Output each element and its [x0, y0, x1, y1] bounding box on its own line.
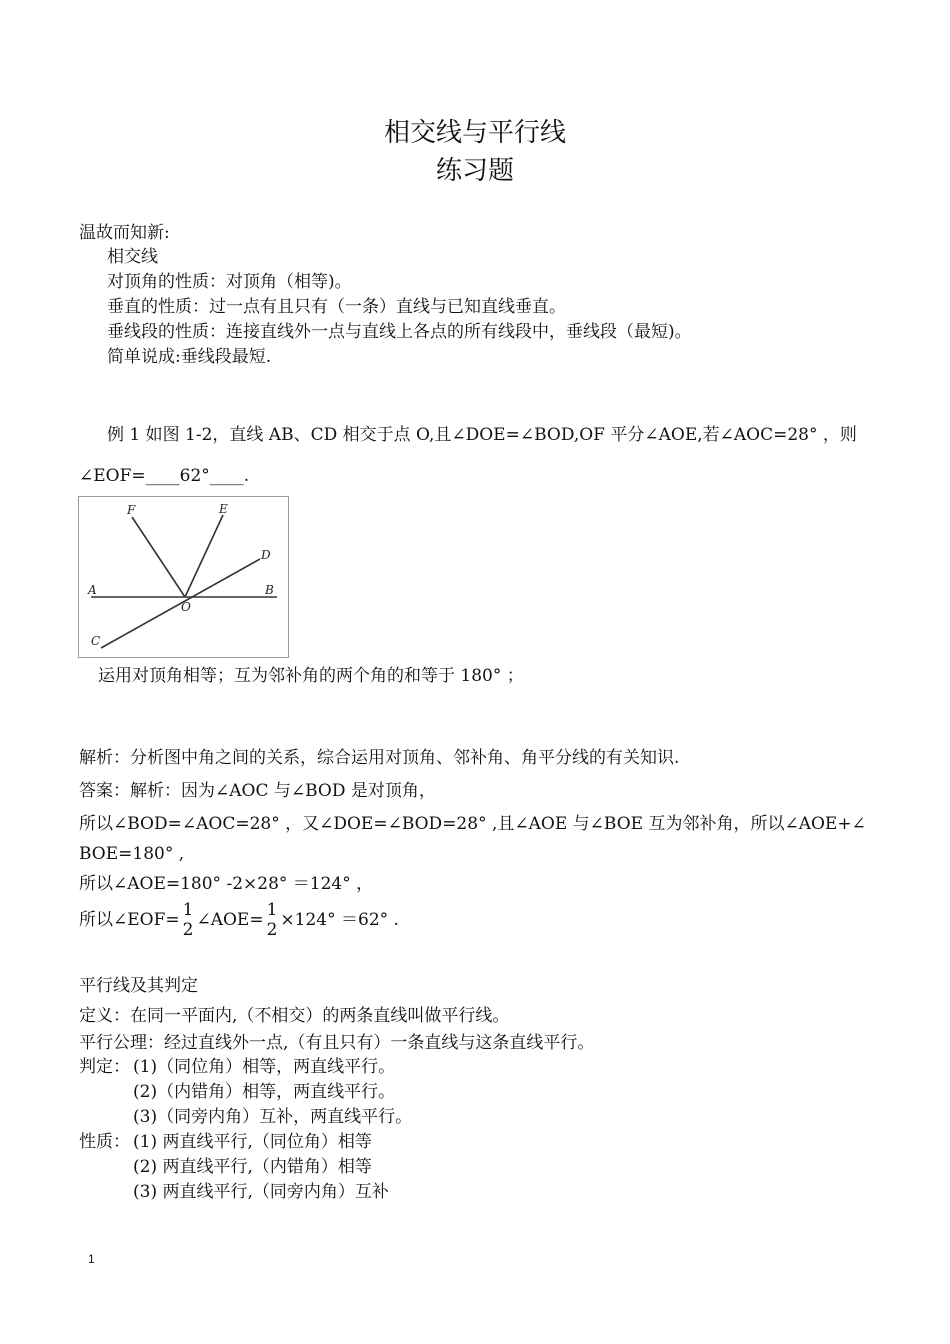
- eof-label: ∠EOF=: [79, 466, 146, 486]
- properties-item: (3) 两直线平行,（同旁内角）互补: [133, 1182, 389, 1202]
- review-heading: 温故而知新:: [79, 223, 170, 243]
- criteria-item: (1)（同位角）相等，两直线平行。: [133, 1057, 396, 1077]
- example-question-line1: 例 1 如图 1-2，直线 AB、CD 相交于点 O,且∠DOE=∠BOD,OF 平分∠AOE,若∠AOC=28° ，则: [107, 425, 857, 445]
- review-item: 垂直的性质：过一点有且只有（一条）直线与已知直线垂直。: [107, 297, 566, 317]
- fraction-denominator: 2: [182, 920, 194, 940]
- criteria-item: (2)（内错角）相等，两直线平行。: [133, 1082, 396, 1102]
- formula-suffix: ×124° ＝62° .: [280, 910, 399, 930]
- parallel-axiom: 平行公理：经过直线外一点,（有且只有）一条直线与这条直线平行。: [79, 1033, 595, 1053]
- label-e: E: [219, 502, 228, 516]
- analysis-formula: [79, 900, 399, 940]
- review-item: 对顶角的性质：对顶角（相等)。: [107, 272, 352, 292]
- label-d: D: [261, 548, 271, 562]
- parallel-definition: 定义：在同一平面内,（不相交）的两条直线叫做平行线。: [79, 1006, 510, 1026]
- review-item: 相交线: [107, 247, 158, 267]
- label-c: C: [91, 634, 101, 648]
- answer-blank-right: ____.: [209, 466, 250, 486]
- criteria-label: 判定：: [79, 1057, 130, 1077]
- label-b: B: [265, 583, 274, 597]
- label-a: A: [88, 583, 97, 597]
- fraction-denominator: 2: [266, 920, 278, 940]
- analysis-line: 解析：分析图中角之间的关系，综合运用对顶角、邻补角、角平分线的有关知识.: [79, 748, 680, 768]
- analysis-line: 所以∠BOD=∠AOC=28° ，又∠DOE=∠BOD=28° ,且∠AOE 与∠BOE 互为邻补角，所以∠AOE+∠: [79, 814, 866, 834]
- example-hint: 运用对顶角相等；互为邻补角的两个角的和等于 180° ；: [98, 666, 524, 686]
- example-question-line2: [79, 465, 249, 487]
- example-answer: 62°: [179, 466, 210, 486]
- ray-of: [132, 517, 185, 597]
- properties-label: 性质：: [79, 1132, 130, 1152]
- formula-mid: ∠AOE=: [196, 910, 264, 930]
- properties-item: (1) 两直线平行,（同位角）相等: [133, 1132, 372, 1152]
- figure-1-2: [78, 496, 289, 658]
- analysis-line: 答案：解析：因为∠AOC 与∠BOD 是对顶角，: [79, 781, 436, 801]
- properties-item: (2) 两直线平行,（内错角）相等: [133, 1157, 372, 1177]
- ray-oe: [185, 515, 223, 597]
- page-number: 1: [88, 1252, 95, 1266]
- review-item: 简单说成:垂线段最短.: [107, 347, 272, 367]
- answer-blank-left: ____: [145, 466, 180, 486]
- fraction-numerator: 1: [266, 900, 278, 920]
- review-item: 垂线段的性质：连接直线外一点与直线上各点的所有线段中，垂线段（最短)。: [107, 322, 692, 342]
- page-subtitle: 练习题: [435, 156, 514, 186]
- fraction-numerator: 1: [182, 900, 194, 920]
- analysis-line: 所以∠AOE=180° -2×28° ＝124° ，: [79, 874, 374, 894]
- label-o: O: [181, 600, 191, 614]
- criteria-item: (3)（同旁内角）互补，两直线平行。: [133, 1107, 413, 1127]
- analysis-line: BOE=180° ,: [79, 844, 185, 864]
- fraction-half: [182, 900, 195, 940]
- page-title: 相交线与平行线: [383, 118, 566, 148]
- fraction-half: [266, 900, 279, 940]
- parallel-heading: 平行线及其判定: [79, 976, 198, 996]
- label-f: F: [127, 503, 136, 517]
- formula-prefix: 所以∠EOF=: [79, 910, 180, 930]
